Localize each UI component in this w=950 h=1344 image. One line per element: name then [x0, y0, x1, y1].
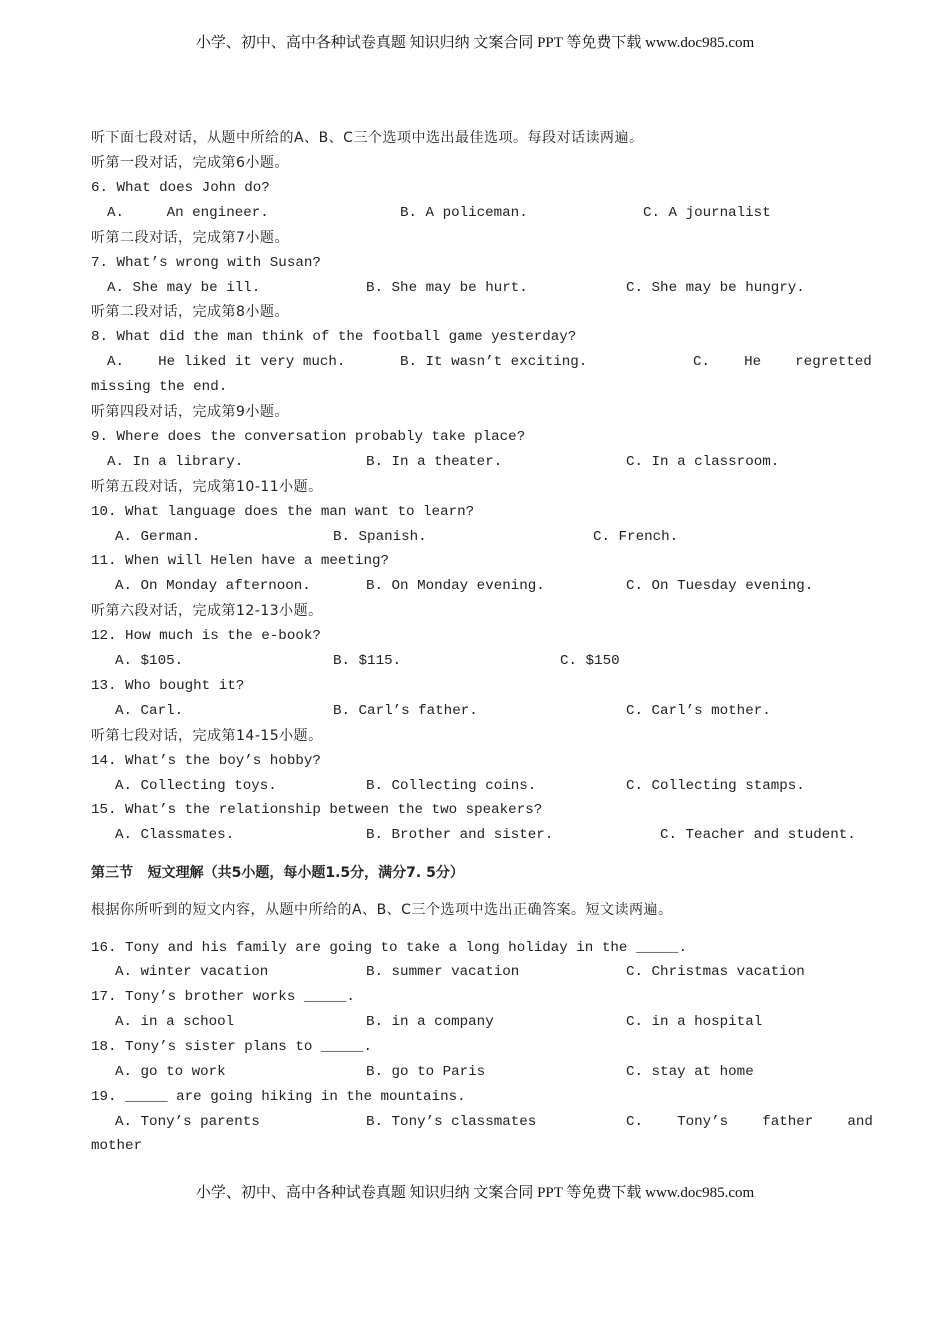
- question-15: 15. What’s the relationship between the two speakers?: [91, 802, 543, 818]
- q14-option-b: B. Collecting coins.: [366, 778, 537, 794]
- dialog-header-7: 听第七段对话，完成第14-15小题。: [91, 728, 323, 744]
- q16-option-a: A. winter vacation: [115, 964, 269, 980]
- dialog-header-3: 听第二段对话，完成第8小题。: [91, 304, 289, 320]
- q13-option-c: C. Carl’s mother.: [626, 703, 771, 719]
- question-9: 9. Where does the conversation probably take place?: [91, 429, 526, 445]
- page-header-banner: 小学、初中、高中各种试卷真题 知识归纳 文案合同 PPT 等免费下载 www.doc985.com: [195, 35, 755, 51]
- question-10: 10. What language does the man want to learn?: [91, 504, 475, 520]
- q11-option-c: C. On Tuesday evening.: [626, 578, 814, 594]
- q10-option-b: B. Spanish.: [333, 529, 427, 545]
- question-17: 17. Tony’s brother works _____.: [91, 989, 355, 1005]
- q12-option-b: B. $115.: [333, 653, 402, 669]
- dialog-header-5: 听第五段对话，完成第10-11小题。: [91, 479, 323, 495]
- dialog-header-6: 听第六段对话，完成第12-13小题。: [91, 603, 323, 619]
- section2-instruction: 听下面七段对话，从题中所给的A、B、C三个选项中选出最佳选项。每段对话读两遍。: [91, 130, 644, 146]
- q17-option-a: A. in a school: [115, 1014, 235, 1030]
- q19-option-b: B. Tony’s classmates: [366, 1114, 537, 1130]
- q12-option-a: A. $105.: [115, 653, 184, 669]
- question-18: 18. Tony’s sister plans to _____.: [91, 1039, 372, 1055]
- q19-option-c-continued: mother: [91, 1138, 143, 1154]
- q15-option-a: A. Classmates.: [115, 827, 235, 843]
- q6-option-b: B. A policeman.: [400, 205, 528, 221]
- q13-option-b: B. Carl’s father.: [333, 703, 478, 719]
- q10-option-a: A. German.: [115, 529, 201, 545]
- q6-option-a: A. An engineer.: [107, 205, 269, 221]
- q15-option-c: C. Teacher and student.: [660, 827, 856, 843]
- q11-option-b: B. On Monday evening.: [366, 578, 545, 594]
- q18-option-a: A. go to work: [115, 1064, 226, 1080]
- q8-option-c: C. He regretted: [693, 354, 872, 370]
- page-footer-banner: 小学、初中、高中各种试卷真题 知识归纳 文案合同 PPT 等免费下载 www.doc985.com: [195, 1185, 755, 1201]
- dialog-header-4: 听第四段对话，完成第9小题。: [91, 404, 289, 420]
- q8-option-b: B. It wasn’t exciting.: [400, 354, 588, 370]
- q9-option-a: A. In a library.: [107, 454, 244, 470]
- dialog-header-1: 听第一段对话，完成第6小题。: [91, 155, 289, 171]
- q11-option-a: A. On Monday afternoon.: [115, 578, 311, 594]
- q18-option-c: C. stay at home: [626, 1064, 754, 1080]
- q8-option-c-continued: missing the end.: [91, 379, 228, 395]
- q14-option-a: A. Collecting toys.: [115, 778, 277, 794]
- question-8: 8. What did the man think of the football game yesterday?: [91, 329, 577, 345]
- q14-option-c: C. Collecting stamps.: [626, 778, 805, 794]
- q7-option-c: C. She may be hungry.: [626, 280, 805, 296]
- q19-option-c: C. Tony’s father and: [626, 1114, 873, 1130]
- q9-option-c: C. In a classroom.: [626, 454, 780, 470]
- question-19: 19. _____ are going hiking in the mountains.: [91, 1089, 466, 1105]
- question-16: 16. Tony and his family are going to take a long holiday in the _____.: [91, 940, 687, 956]
- q16-option-b: B. summer vacation: [366, 964, 520, 980]
- q19-option-a: A. Tony’s parents: [115, 1114, 260, 1130]
- q7-option-a: A. She may be ill.: [107, 280, 261, 296]
- dialog-header-2: 听第二段对话，完成第7小题。: [91, 230, 289, 246]
- question-12: 12. How much is the e-book?: [91, 628, 321, 644]
- q18-option-b: B. go to Paris: [366, 1064, 486, 1080]
- q17-option-b: B. in a company: [366, 1014, 494, 1030]
- question-7: 7. What’s wrong with Susan?: [91, 255, 321, 271]
- q12-option-c: C. $150: [560, 653, 620, 669]
- question-13: 13. Who bought it?: [91, 678, 245, 694]
- question-14: 14. What’s the boy’s hobby?: [91, 753, 321, 769]
- q13-option-a: A. Carl.: [115, 703, 184, 719]
- question-11: 11. When will Helen have a meeting?: [91, 553, 389, 569]
- q15-option-b: B. Brother and sister.: [366, 827, 554, 843]
- section3-title: 第三节 短文理解（共5小题，每小题1.5分，满分7. 5分）: [91, 865, 464, 881]
- q7-option-b: B. She may be hurt.: [366, 280, 528, 296]
- q17-option-c: C. in a hospital: [626, 1014, 763, 1030]
- question-6: 6. What does John do?: [91, 180, 270, 196]
- q10-option-c: C. French.: [593, 529, 679, 545]
- q9-option-b: B. In a theater.: [366, 454, 503, 470]
- q16-option-c: C. Christmas vacation: [626, 964, 805, 980]
- q8-option-a: A. He liked it very much.: [107, 354, 346, 370]
- q6-option-c: C. A journalist: [643, 205, 771, 221]
- section3-instruction: 根据你所听到的短文内容，从题中所给的A、B、C三个选项中选出正确答案。短文读两遍。: [91, 902, 673, 918]
